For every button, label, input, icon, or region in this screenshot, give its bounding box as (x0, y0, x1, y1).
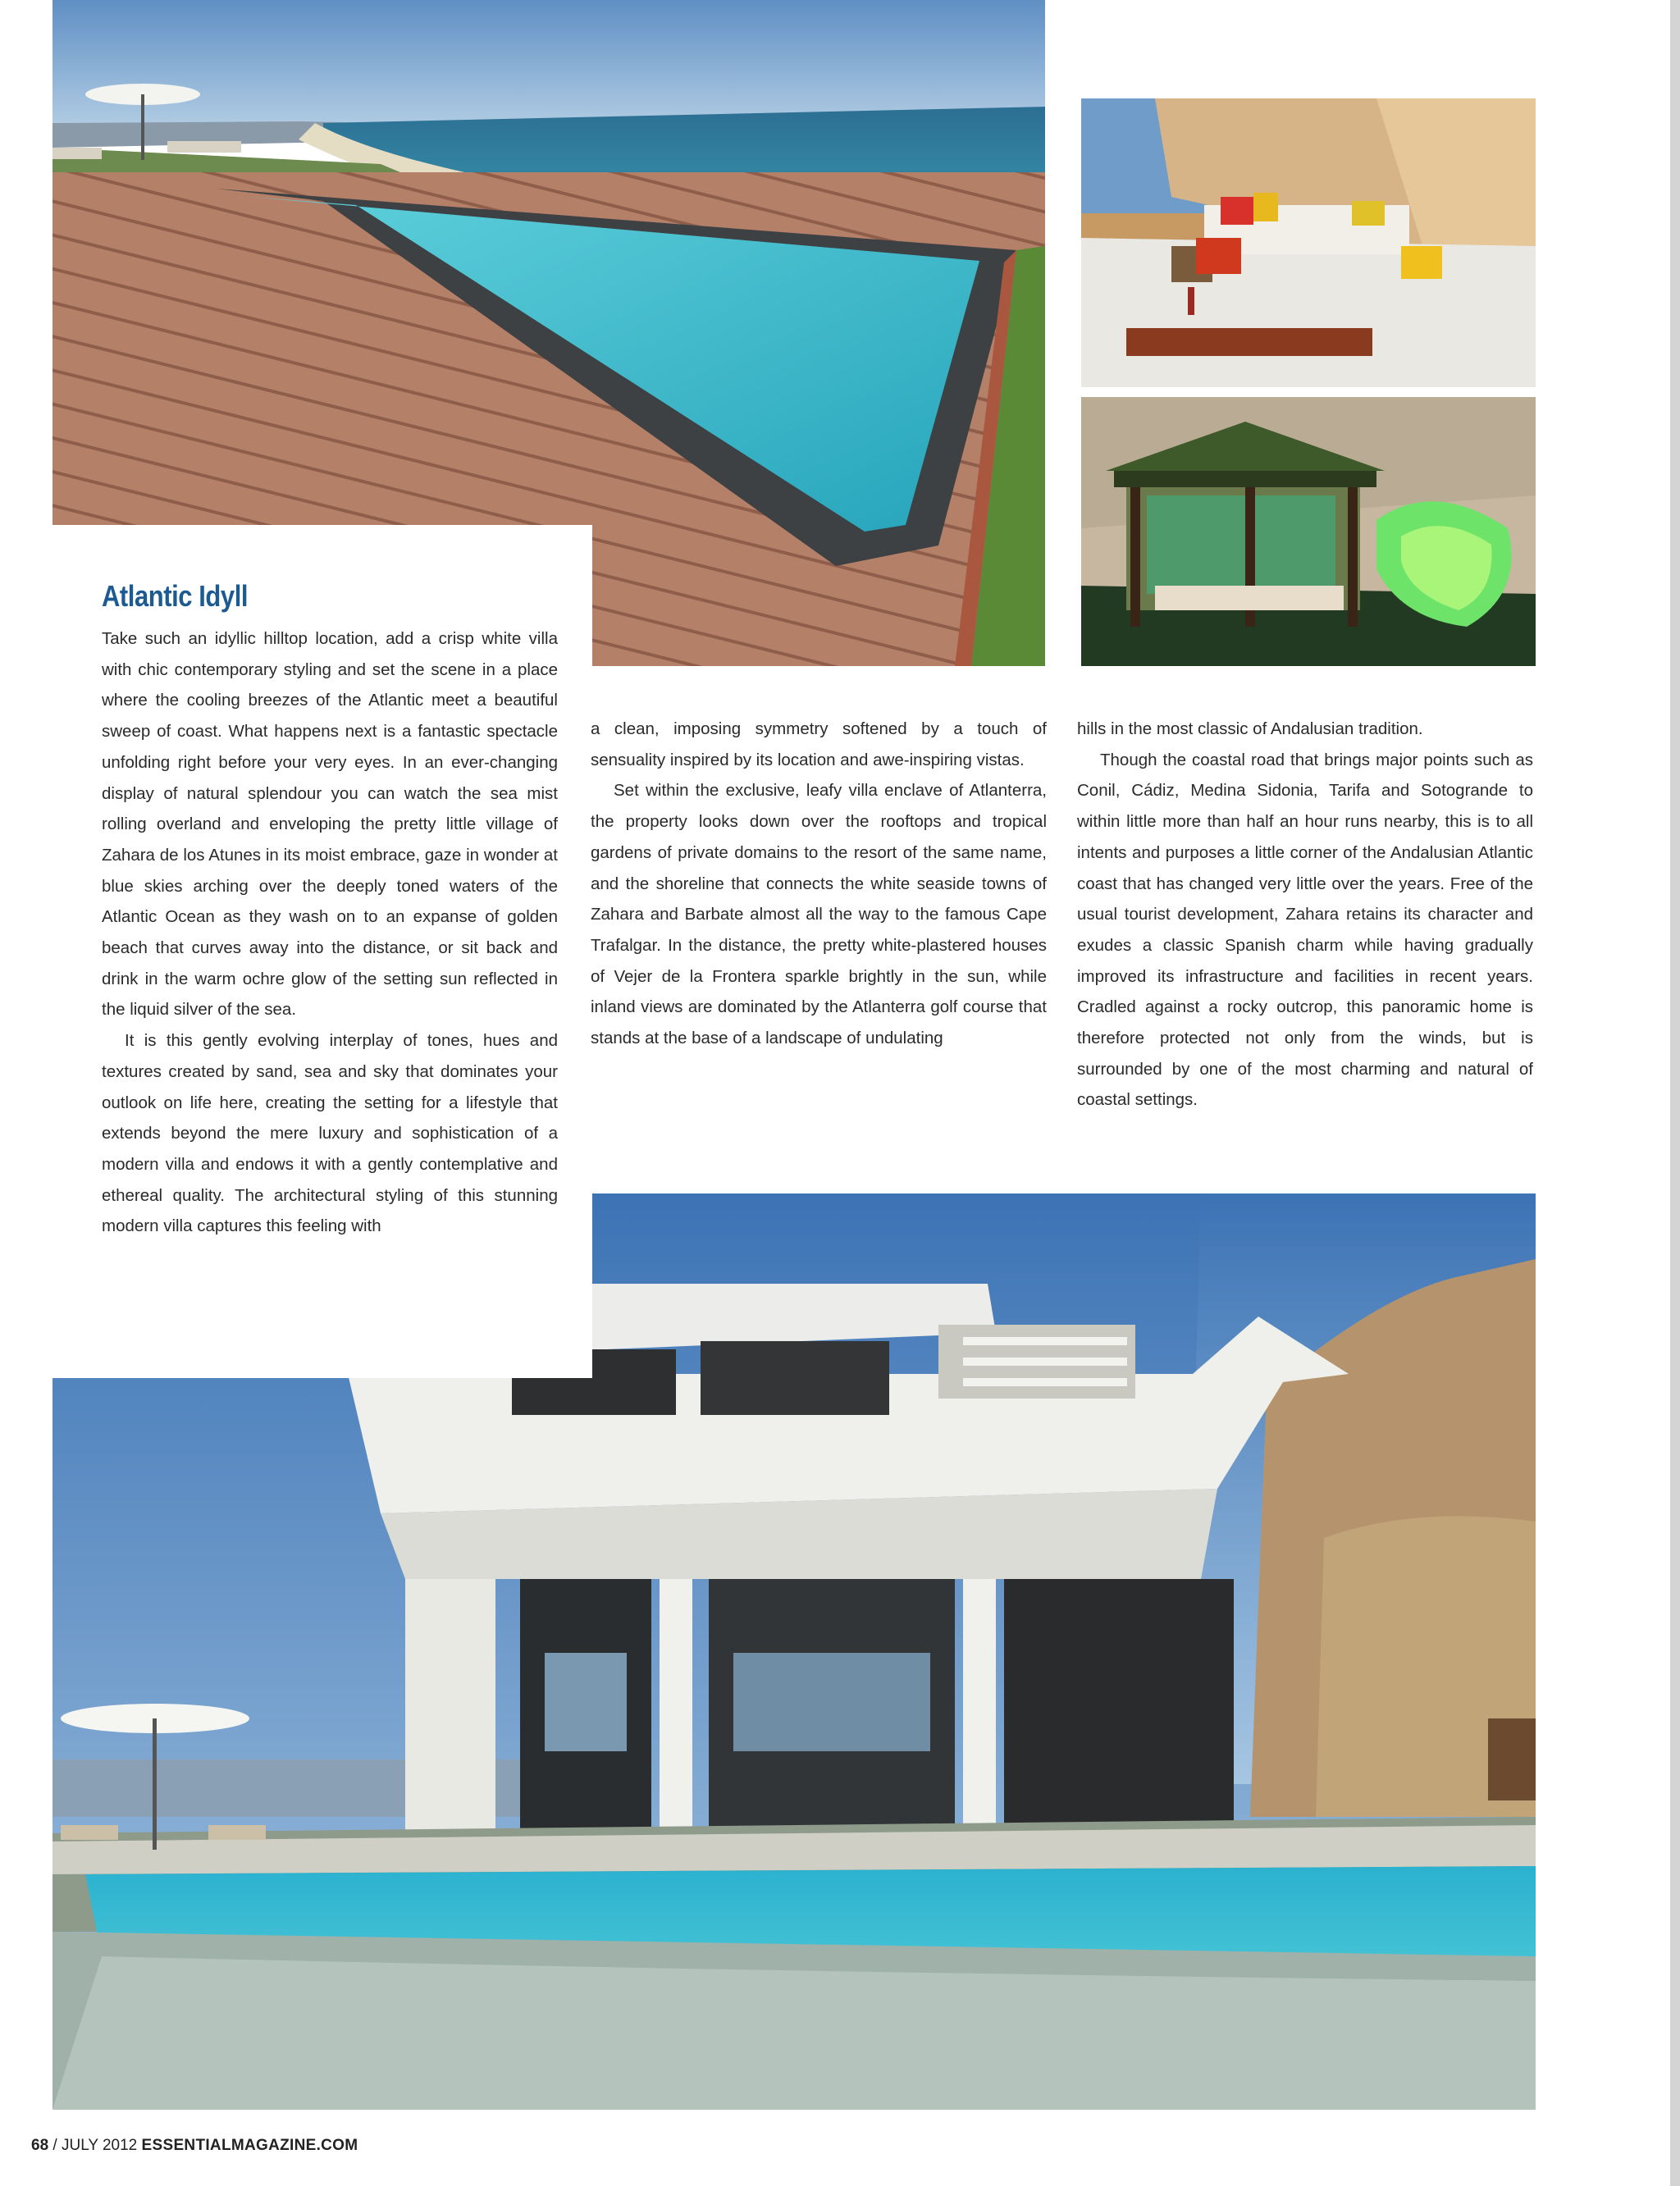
paragraph: Take such an idyllic hilltop location, add a crisp white villa with chic contemporary styling and set the scene in a place where the cooling breezes of the Atlantic meet a beautiful sweep of coast. What happens next is a fantastic spectacle unfolding right before your very eyes. In an ever-changing display of natural splendour you can watch the sea mist rolling overland and enveloping the pretty little village of Zahara de los Atunes in its moist embrace, gaze in wonder at blue skies arching over the deeply toned waters of the Atlantic Ocean as they wash on to an expanse of golden beach that curves away into the distance, or sit back and drink in the warm ochre glow of the setting sun reflected in the liquid silver of the sea. (102, 629, 558, 1020)
issue-date: JULY 2012 (61, 2137, 138, 2154)
text-column-3 (1077, 714, 1533, 1116)
magazine-website: ESSENTIALMAGAZINE.COM (141, 2137, 358, 2154)
paragraph: Set within the exclusive, leafy villa enclave of Atlanterra, the property looks down over the rooftops and tropical gardens of private domains to the resort of the same name, and the shoreline that connects the white seaside towns of Zahara and Barbate almost all the way to the famous Cape Trafalgar. In the distance, the pretty white-plastered houses of Vejer de la Frontera sparkle brightly in the sun, while inland views are dominated by the Atlanterra golf course that stands at the base of a landscape of undulating (591, 781, 1047, 1048)
photo-night-gazebo (1081, 397, 1536, 666)
page-edge-shadow (1670, 0, 1680, 2186)
photo-cushioned-daybed (1081, 98, 1536, 387)
paragraph: hills in the most classic of Andalusian tradition. (1077, 719, 1423, 738)
paragraph: It is this gently evolving interplay of tones, hues and textures created by sand, sea and sky that dominates your outlook on life here, creating the setting for a lifestyle that extends beyond the mere luxury and sophistication of a modern villa and endows it with a gently contemplative and ethereal quality. The architectural styling of this stunning modern villa captures this feeling with (102, 1031, 558, 1236)
page-footer (31, 2137, 358, 2155)
text-column-2 (591, 714, 1047, 1054)
page-number: 68 (31, 2137, 49, 2154)
article-heading: Atlantic Idyll (102, 579, 249, 613)
footer-separator: / (48, 2137, 62, 2154)
paragraph: Though the coastal road that brings major points such as Conil, Cádiz, Medina Sidonia, Tarifa and Sotogrande to within little more than half an hour runs nearby, this is to all intents and purposes a little corner of the Andalusian Atlantic coast that has changed very little over the years. Free of the usual tourist development, Zahara retains its character and exudes a classic Spanish charm while having gradually improved its infrastructure and facilities in recent years. Cradled against a rocky outcrop, this panoramic home is therefore protected not only from the winds, but is surrounded by one of the most charming and natural of coastal settings. (1077, 750, 1533, 1110)
text-column-1 (102, 623, 558, 1242)
paragraph: a clean, imposing symmetry softened by a touch of sensuality inspired by its location and awe-inspiring vistas. (591, 719, 1047, 769)
